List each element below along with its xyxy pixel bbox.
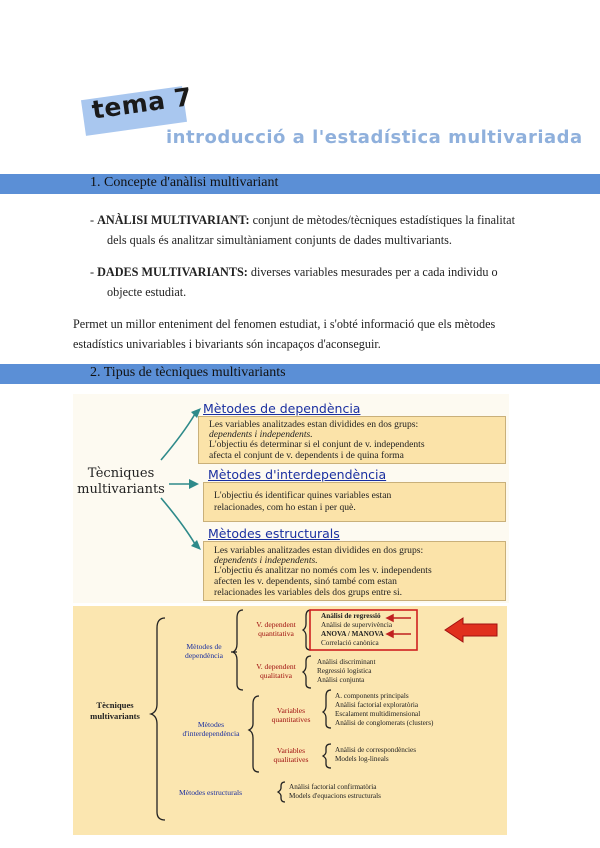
method-title: Mètodes de dependència bbox=[203, 401, 361, 416]
quantitative-dependent-label: V. dependent quantitativa bbox=[256, 620, 296, 638]
definition-term: DADES MULTIVARIANTS: bbox=[97, 265, 248, 279]
method-line: L'objectiu és analitzar no només com les v. independents bbox=[214, 565, 432, 576]
method-box-structural bbox=[203, 526, 506, 601]
technique-item: ANOVA / MANOVA bbox=[321, 630, 384, 638]
technique-item: Anàlisi de conglomerats (clusters) bbox=[335, 719, 434, 727]
section-1-title: 1. Concepte d'anàlisi multivariant bbox=[90, 175, 279, 190]
method-title: Mètodes estructurals bbox=[208, 526, 340, 541]
definition-item: - ANÀLISI MULTIVARIANT: conjunt de mètodes/tècniques estadístiques la finalitat dels quals és analitzar simultàniament conjunts de dades multivariants. bbox=[90, 210, 530, 250]
method-line: L'objectiu és identificar quines variables estan bbox=[214, 490, 392, 501]
root-label: Tècniques multivariants bbox=[90, 700, 140, 721]
method-line: dependents i independents. bbox=[214, 555, 318, 566]
chapter-label: tema 7 bbox=[90, 81, 194, 125]
qualitative-dependent-label: V. dependent qualitativa bbox=[256, 662, 296, 680]
method-box-interdependence bbox=[203, 467, 506, 522]
technique-item: A. components principals bbox=[335, 692, 409, 700]
root-label: Tècniques multivariants bbox=[77, 466, 165, 497]
technique-item: Correlació canònica bbox=[321, 639, 379, 647]
definition-text: conjunt de mètodes/tècniques estadístiques la finalitat bbox=[252, 213, 515, 227]
technique-item: Anàlisi de correspondències bbox=[335, 746, 417, 754]
definition-text: objecte estudiat. bbox=[107, 285, 187, 299]
definition-item: - DADES MULTIVARIANTS: diverses variables mesurades per a cada individu o objecte estudiat. bbox=[90, 262, 530, 302]
technique-item: Anàlisi factorial exploratòria bbox=[335, 701, 419, 709]
technique-item: Escalament multidimensional bbox=[335, 710, 421, 718]
method-line: relacionades les variables dels dos grups entre si. bbox=[214, 587, 403, 598]
method-line: afecten les v. dependents, sinó també com estan bbox=[214, 576, 397, 587]
technique-item: Models d'equacions estructurals bbox=[289, 792, 381, 800]
technique-item: Anàlisi de supervivència bbox=[321, 621, 393, 629]
method-line: relacionades, com ho estan i per què. bbox=[214, 502, 356, 513]
techniques-classification-diagram bbox=[73, 606, 507, 835]
technique-item: Regressió logística bbox=[317, 667, 372, 675]
definition-term: ANÀLISI MULTIVARIANT: bbox=[97, 213, 250, 227]
method-box-dependence bbox=[198, 401, 506, 464]
technique-item: Anàlisi discriminant bbox=[317, 658, 376, 666]
method-line: dependents i independents. bbox=[209, 429, 313, 440]
method-line: Les variables analitzades estan dividides en dos grups: bbox=[214, 545, 424, 556]
body-paragraph bbox=[73, 314, 533, 354]
method-line: afecta el conjunt de v. dependents i de quina forma bbox=[209, 450, 404, 461]
qualitative-variables-label: Variables qualitatives bbox=[273, 746, 309, 764]
definition-text: diverses variables mesurades per a cada individu o bbox=[250, 265, 498, 279]
paragraph-line: estadístics univariables i bivariants són incapaços d'aconseguir. bbox=[73, 337, 381, 351]
techniques-overview-diagram bbox=[73, 394, 509, 603]
technique-item: Anàlisi conjunta bbox=[317, 676, 365, 684]
interdependence-label: Mètodes d'interdependència bbox=[182, 720, 240, 738]
method-line: Les variables analitzades estan dividides en dos grups: bbox=[209, 419, 419, 430]
method-line: L'objectiu és determinar si el conjunt de v. independents bbox=[209, 439, 425, 450]
technique-item: Anàlisi de regressió bbox=[321, 612, 381, 620]
paragraph-line: Permet un millor enteniment del fenomen estudiat, i s'obté informació que els mètodes bbox=[73, 317, 496, 331]
technique-item: Anàlisi factorial confirmatòria bbox=[289, 783, 377, 791]
method-title: Mètodes d'interdependència bbox=[208, 467, 387, 482]
dependence-label: Mètodes de dependència bbox=[185, 642, 223, 660]
highlight-arrow-icon bbox=[445, 618, 497, 642]
quantitative-variables-label: Variables quantitatives bbox=[271, 706, 311, 724]
section-2-title: 2. Tipus de tècniques multivariants bbox=[90, 365, 286, 380]
definition-text: dels quals és analitzar simultàniament conjunts de dades multivariants. bbox=[107, 233, 452, 247]
structural-label: Mètodes estructurals bbox=[179, 788, 243, 797]
technique-item: Models log-lineals bbox=[335, 755, 389, 763]
page-title: introducció a l'estadística multivariada bbox=[166, 127, 583, 148]
